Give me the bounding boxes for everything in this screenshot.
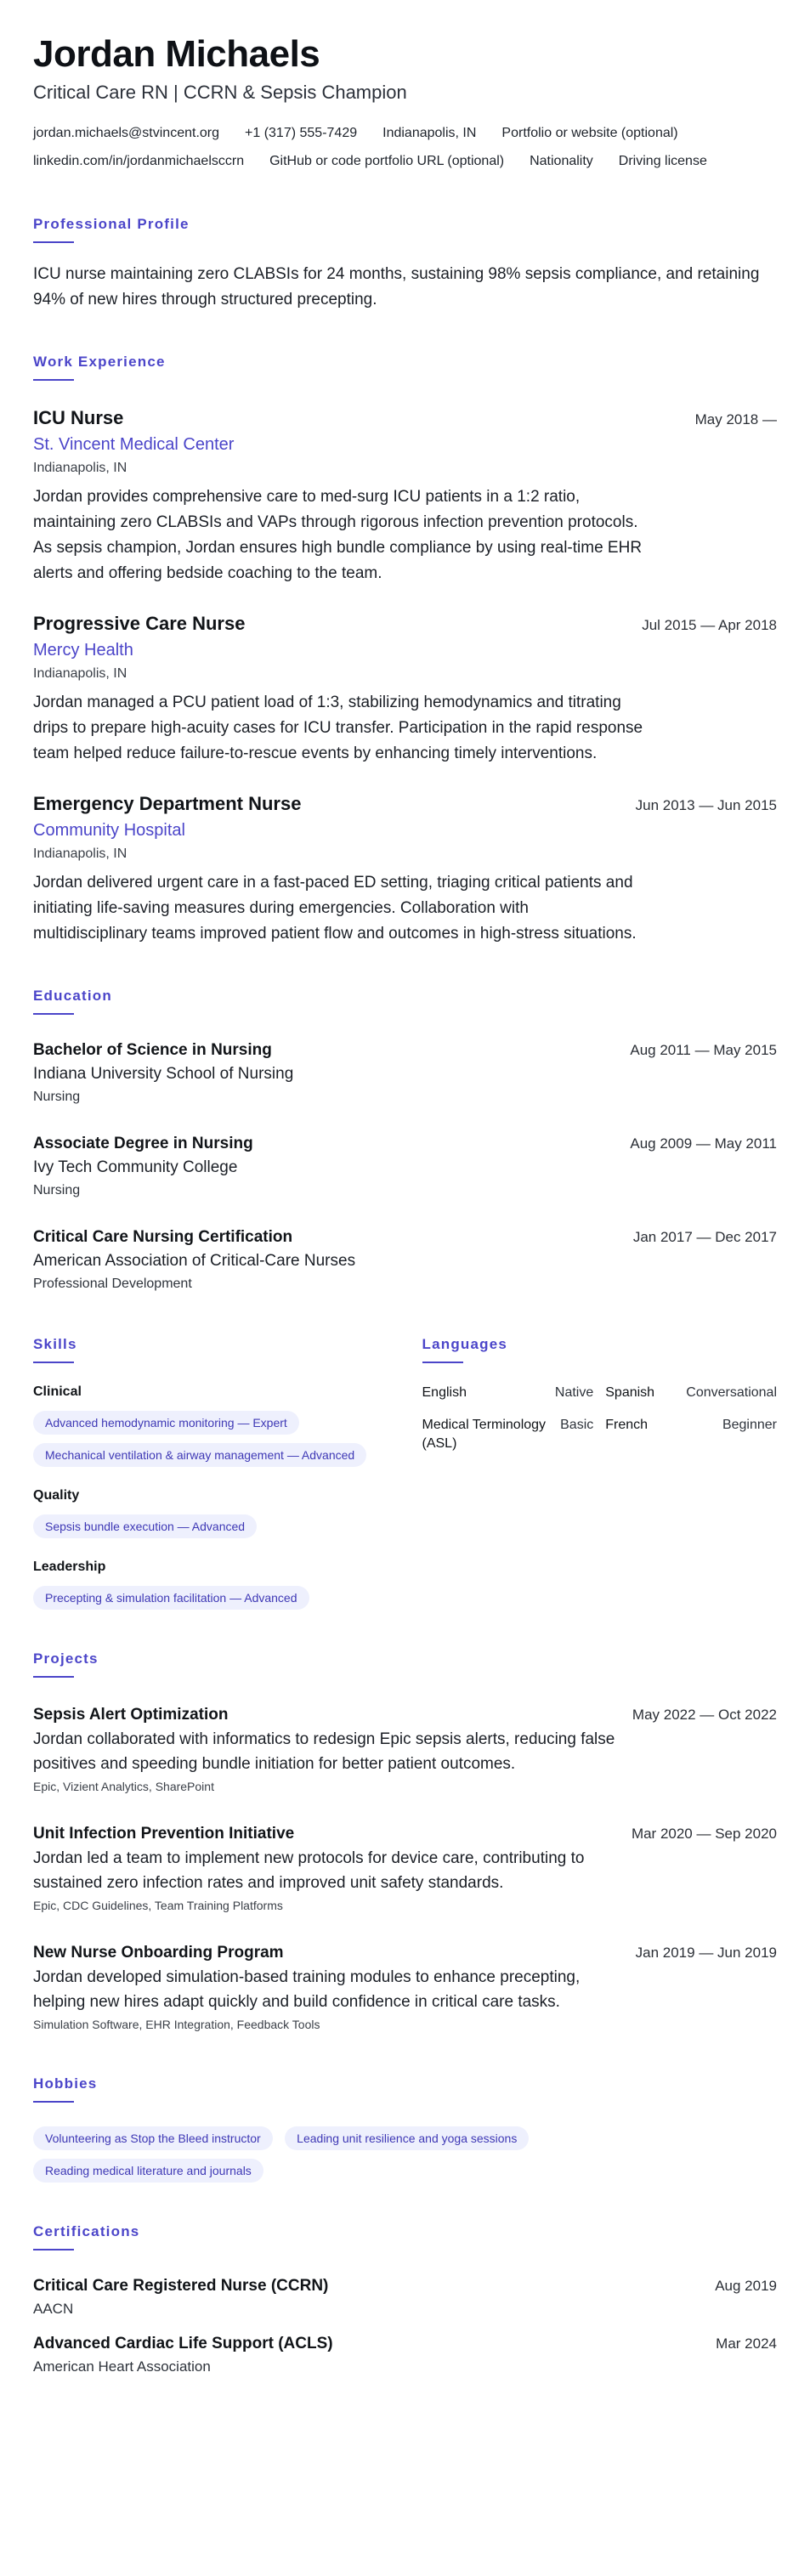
candidate-name: Jordan Michaels [33,33,320,75]
certification-date: Mar 2024 [716,2335,777,2352]
job-description: Jordan managed a PCU patient load of 1:3, stabilizing hemodynamics and titrating drips to prepare high-acuity cases for ICU transfer. Participation in the rapid response team helped reduce failure-to-rescue events by enhancing timely interventions. [33,694,643,762]
contact-driving-license: Driving license [618,154,707,168]
skill-category: Clinical [33,1384,82,1399]
languages-section [422,1336,778,1610]
certification-entry [33,2274,777,2320]
profile-text: ICU nurse maintaining zero CLABSIs for 24 months, sustaining 98% sepsis compliance, and retaining 94% of new hires through structured precepting. [33,265,760,309]
school: Indiana University School of Nursing [33,1065,294,1083]
section-divider [422,1362,463,1363]
section-title-hobbies: Hobbies [33,2075,98,2092]
education-entry [33,1039,777,1108]
skills-section [33,1336,388,1610]
section-divider [33,241,74,243]
certifications-section [33,2223,777,2378]
projects-section [33,1650,777,2035]
project-entry [33,1822,777,1916]
contact-phone[interactable]: +1 (317) 555-7429 [245,126,358,140]
job-location: Indianapolis, IN [33,666,127,681]
certification-date: Aug 2019 [715,2278,777,2294]
project-entry [33,1941,777,2035]
resume-header [33,32,777,175]
employer: St. Vincent Medical Center [33,435,235,454]
language-list [422,1384,778,1453]
language-item [605,1384,777,1402]
language-name: English [422,1385,467,1400]
section-title-experience: Work Experience [33,354,166,370]
language-level: Conversational [686,1385,777,1400]
experience-entry [33,405,777,586]
job-location: Indianapolis, IN [33,461,127,475]
project-name: New Nurse Onboarding Program [33,1944,284,1962]
skill-pill: Sepsis bundle execution — Advanced [33,1514,257,1538]
project-description: Jordan developed simulation-based training modules to enhance precepting, helping new hires adapt quickly and build confidence in critical care tasks. [33,1968,581,2011]
certification-name: Advanced Cardiac Life Support (ACLS) [33,2335,333,2352]
project-dates: Mar 2020 — Sep 2020 [631,1826,777,1842]
certification-issuer: American Heart Association [33,2358,211,2375]
language-name: Medical Terminology (ASL) [422,1418,547,1451]
project-tools: Epic, Vizient Analytics, SharePoint [33,1780,214,1793]
skill-pill: Advanced hemodynamic monitoring — Expert [33,1411,299,1435]
section-title-skills: Skills [33,1336,77,1352]
job-title: Progressive Care Nurse [33,613,246,634]
language-level: Native [554,1385,594,1400]
field-of-study: Nursing [33,1183,81,1197]
degree: Critical Care Nursing Certification [33,1228,293,1246]
project-name: Unit Infection Prevention Initiative [33,1825,295,1843]
contact-list [33,119,777,175]
section-divider [33,2249,74,2250]
job-title: Emergency Department Nurse [33,793,302,814]
job-title: ICU Nurse [33,407,124,428]
field-of-study: Professional Development [33,1277,192,1291]
hobbies-section [33,2075,777,2183]
language-item [422,1384,594,1402]
section-title-certifications: Certifications [33,2223,140,2239]
skills-languages-row [33,1336,777,1610]
section-divider [33,1676,74,1678]
education-dates: Aug 2011 — May 2015 [630,1042,777,1058]
education-dates: Jan 2017 — Dec 2017 [632,1229,777,1245]
hobby-pill: Leading unit resilience and yoga sessions [285,2126,529,2150]
section-title-education: Education [33,988,112,1004]
language-item [422,1416,594,1453]
section-title-projects: Projects [33,1650,99,1667]
skill-category: Leadership [33,1560,106,1574]
certification-entry [33,2332,777,2378]
project-name: Sepsis Alert Optimization [33,1706,229,1724]
contact-email[interactable]: jordan.michaels@stvincent.org [33,126,220,140]
contact-nationality: Nationality [530,154,593,168]
candidate-headline: Critical Care RN | CCRN & Sepsis Champion [33,82,407,103]
language-level: Basic [560,1418,594,1432]
job-location: Indianapolis, IN [33,846,127,861]
contact-linkedin[interactable]: linkedin.com/in/jordanmichaelsccrn [33,154,245,168]
field-of-study: Nursing [33,1090,81,1104]
certification-name: Critical Care Registered Nurse (CCRN) [33,2277,329,2295]
experience-entry [33,790,777,947]
degree: Bachelor of Science in Nursing [33,1041,272,1059]
section-divider [33,379,74,381]
job-description: Jordan delivered urgent care in a fast-paced ED setting, triaging critical patients and initiating life-saving measures during emergencies. Collaboration with multidisciplinary teams improved patient flow and outcomes in high-stress situations. [33,874,637,943]
language-name: French [605,1418,649,1432]
project-description: Jordan led a team to implement new protocols for device care, contributing to sustained zero infection rates and improved unit safety standards. [33,1849,585,1892]
section-title-languages: Languages [422,1336,508,1352]
experience-entry [33,610,777,767]
employer: Mercy Health [33,641,133,660]
education-entry [33,1226,777,1295]
job-dates: Jul 2015 — Apr 2018 [642,617,777,633]
project-entry [33,1703,777,1797]
job-dates: May 2018 — [694,411,777,427]
contact-location: Indianapolis, IN [382,126,477,140]
employer: Community Hospital [33,821,185,840]
language-level: Beginner [722,1418,777,1432]
project-dates: May 2022 — Oct 2022 [632,1707,777,1723]
section-divider [33,1013,74,1015]
language-item [605,1416,777,1453]
education-dates: Aug 2009 — May 2011 [630,1135,777,1152]
project-tools: Simulation Software, EHR Integration, Feedback Tools [33,2018,320,2031]
degree: Associate Degree in Nursing [33,1135,253,1152]
hobby-pill: Volunteering as Stop the Bleed instructor [33,2126,273,2150]
project-description: Jordan collaborated with informatics to redesign Epic sepsis alerts, reducing false positives and speeding bundle initiation for better patient outcomes. [33,1730,615,1773]
profile-section [33,216,777,313]
project-dates: Jan 2019 — Jun 2019 [635,1945,777,1961]
skill-pill: Mechanical ventilation & airway management — Advanced [33,1443,366,1467]
education-section [33,988,777,1295]
job-dates: Jun 2013 — Jun 2015 [635,797,777,813]
school: Ivy Tech Community College [33,1158,238,1176]
language-name: Spanish [605,1385,655,1400]
section-title-profile: Professional Profile [33,216,190,232]
section-divider [33,1362,74,1363]
section-divider [33,2101,74,2103]
experience-section [33,354,777,947]
job-description: Jordan provides comprehensive care to med-surg ICU patients in a 1:2 ratio, maintaining zero CLABSIs and VAPs through rigorous infection prevention protocols. As sepsis champion, Jordan ensures high bundle compliance by using real-time EHR alerts and offering bedside coaching to the team. [33,488,643,582]
hobby-pill: Reading medical literature and journals [33,2159,263,2183]
education-entry [33,1132,777,1202]
certification-issuer: AACN [33,2301,74,2317]
skill-pill: Precepting & simulation facilitation — Advanced [33,1586,309,1610]
contact-github[interactable]: GitHub or code portfolio URL (optional) [269,154,505,168]
skill-category: Quality [33,1488,80,1503]
project-tools: Epic, CDC Guidelines, Team Training Platforms [33,1899,283,1912]
school: American Association of Critical-Care Nurses [33,1252,356,1270]
hobby-list [33,2118,777,2183]
contact-portfolio[interactable]: Portfolio or website (optional) [501,126,678,140]
